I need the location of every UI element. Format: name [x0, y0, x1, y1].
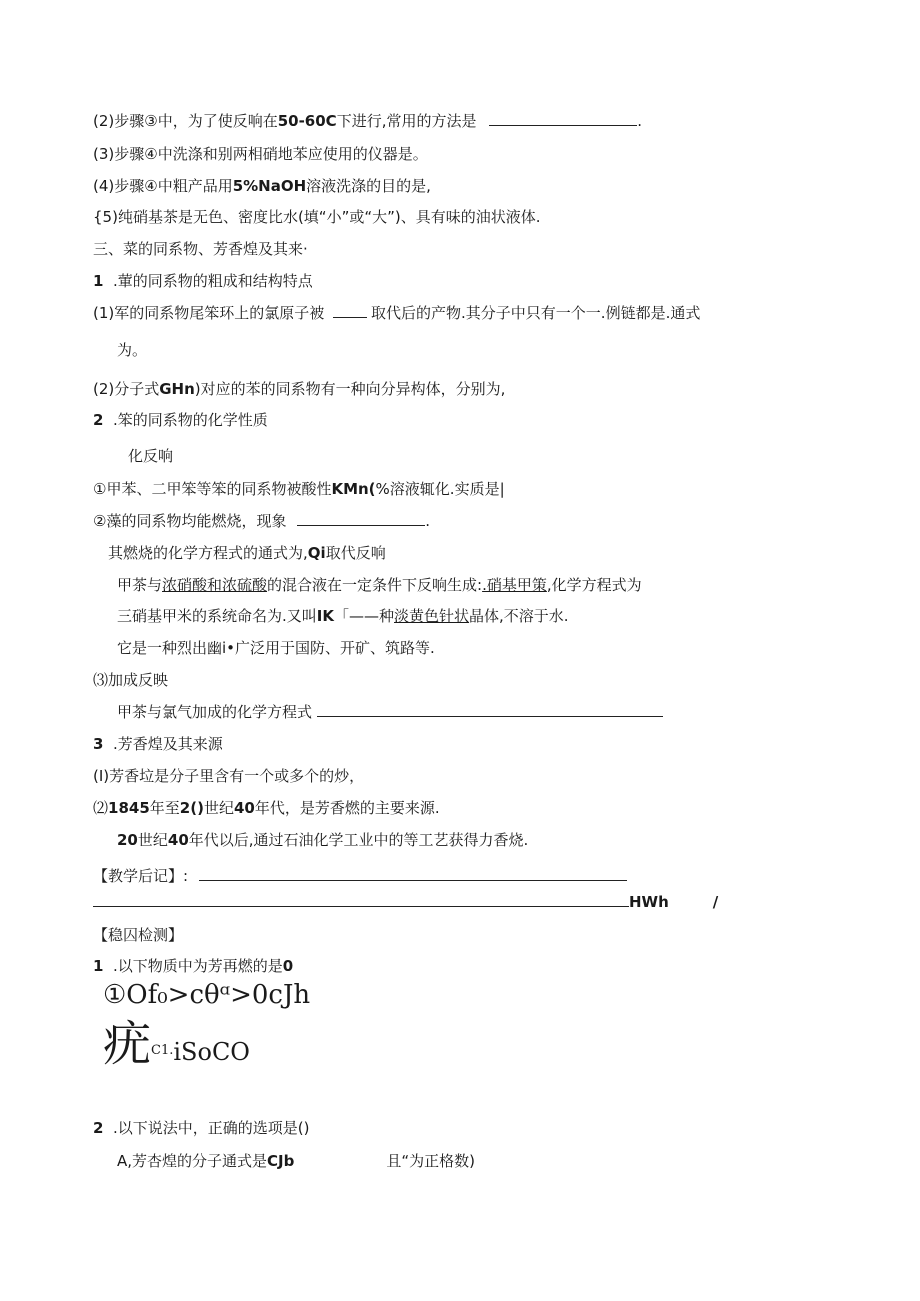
s1-item-2 [93, 379, 505, 399]
s2-subheading: 化反响 [128, 447, 174, 465]
s2-item-8 [117, 702, 663, 722]
q4-naoh: 5%NaOH [232, 177, 307, 195]
q3-text: (3)步骤④中洗涤和别两相硝地苯应使用的仪器是 [93, 145, 413, 163]
s2-item-8-blank[interactable] [317, 702, 663, 717]
q2-text: (2)步骤③中，为了使反响在 [93, 112, 278, 130]
check-q1-formula-row-1: ①Of₀>cθᵅ>0cJh [103, 980, 311, 1010]
subsection-2-title [93, 410, 268, 430]
s2-item-1 [93, 479, 505, 499]
subsection-3-num: 3 [93, 735, 104, 753]
s2-item-4-text: 甲茶与 [117, 576, 163, 594]
check-q2-option-a-post: 且“为正格数) [386, 1152, 475, 1170]
s3-item-2-year3: 40 [233, 799, 255, 817]
s3-item-1: (I)芳香垃是分子里含有一个或多个的炒， [93, 767, 365, 785]
check-q1-end: 0 [282, 957, 294, 975]
subsection-3-text: .芳香煌及其来源 [112, 735, 223, 753]
check-q2-text: .以下说法中，正确的选项是() [112, 1119, 310, 1137]
q2-temperature: 50-60C [277, 112, 337, 130]
s2-item-1-text: ①甲苯、二甲笨等笨的同系物被酸性 [93, 480, 332, 498]
s3-item-3-num1: 20 [117, 831, 138, 849]
q4-text-post: 溶液洗涤的目的是, [306, 177, 431, 195]
s2-item-3-post: 取代反响 [325, 544, 386, 562]
s1-item-2-text: (2)分子式 [93, 380, 160, 398]
section-3-title: 三、菜的同系物、芳香煌及其来· [93, 240, 308, 258]
s3-item-3-mid1: 世纪 [137, 831, 168, 849]
s2-item-1-post: %溶液辄化.实质是| [375, 480, 505, 498]
s3-item-3-post: 年代以后,通过石油化学工业中的等工艺获得力香烧. [188, 831, 529, 849]
teaching-notes-tail-1: HWh [629, 893, 669, 911]
s1-item-2-post: )对应的苯的同系物有一种向分异构体，分别为, [194, 380, 506, 398]
subsection-1-text: .葷的同系物的粗成和结构特点 [112, 272, 313, 290]
teaching-notes-tail-2: / [712, 893, 719, 911]
teaching-notes-line [93, 866, 627, 886]
subsection-1-title [93, 271, 313, 291]
check-q2-option-a-text: A,芳杏煌的分子通式是 [117, 1152, 268, 1170]
question-4-line [93, 176, 431, 196]
q4-text: (4)步骤④中粗产品用 [93, 177, 233, 195]
check-q1-formula-char: 疣 [103, 1016, 152, 1072]
s2-item-5-text: 三硝基甲米的系统命名为.又叫 [117, 607, 317, 625]
teaching-notes-line-2 [93, 892, 718, 912]
question-5-line: {5)纯硝基茶是无色、密度比水(填“小”或“大”)、具有味的油状液体. [93, 208, 541, 226]
subsection-2-num: 2 [93, 411, 104, 429]
s3-item-2-mid1: 年至 [149, 799, 180, 817]
check-q1-formula-row-2 [103, 1018, 250, 1081]
teaching-notes-label: 【教学后记】: [93, 867, 189, 885]
s2-item-3-qi: Qi [307, 544, 326, 562]
check-q1-formula-rest: iSoCO [173, 1038, 250, 1066]
subsection-2-text: .笨的同系物的化学性质 [112, 411, 268, 429]
s1-item-1-cont: 为。 [117, 341, 148, 359]
s2-item-6: 它是一种烈出幽i•广泛用于国防、开矿、筑路等. [117, 639, 435, 657]
s2-item-8-text: 甲茶与氯气加成的化学方程式 [117, 703, 313, 721]
check-q1-num: 1 [93, 957, 104, 975]
s1-item-1-post: 取代后的产物.其分子中只有一个一.例链都是.通式 [371, 304, 701, 322]
s2-item-5-post: 晶体,不溶于水. [469, 607, 569, 625]
s2-item-5 [117, 606, 569, 626]
s2-item-4-underline-1: 浓硝酸和浓硫酸 [162, 576, 268, 594]
q3-end: 。 [412, 145, 428, 163]
check-q2-option-a-formula: CJb [267, 1152, 295, 1170]
s3-item-2-year1: 1845 [108, 799, 150, 817]
subsection-3-title [93, 734, 223, 754]
s2-item-1-kmn: KMn( [331, 480, 376, 498]
s2-item-3-text: 其燃烧的化学方程式的通式为, [108, 544, 308, 562]
s1-item-1 [93, 303, 700, 323]
question-3-line [93, 144, 428, 164]
q2-end: . [637, 112, 643, 130]
check-q1-text: .以下物质中为芳再燃的是 [112, 957, 283, 975]
s1-item-2-formula: GHn [159, 380, 195, 398]
s2-item-2-end: . [425, 512, 431, 530]
teaching-notes-blank-1[interactable] [199, 866, 627, 881]
check-question-2 [93, 1118, 309, 1138]
check-q1-formula-sup: C1. [151, 1043, 174, 1058]
s2-item-5-mid: 「——种 [334, 607, 395, 625]
teaching-notes-blank-2[interactable] [93, 892, 629, 907]
s2-item-2 [93, 511, 430, 531]
s2-item-5-ik: IK [316, 607, 334, 625]
s2-item-2-blank[interactable] [297, 511, 425, 526]
s3-item-2 [93, 798, 440, 818]
s3-item-3-num2: 40 [167, 831, 189, 849]
s2-item-7: ⑶加成反映 [93, 671, 169, 689]
s2-item-2-text: ②藻的同系物均能燃烧，现象 [93, 512, 287, 530]
s2-item-3 [108, 543, 386, 563]
s2-item-4-mid: 的混合液在一定条件下反响生成: [267, 576, 483, 594]
s2-item-5-underline: 淡黄色针状 [394, 607, 470, 625]
check-q2-num: 2 [93, 1119, 104, 1137]
s1-item-1-blank[interactable] [333, 303, 367, 318]
s3-item-3 [117, 830, 528, 850]
s3-item-2-year2: 2() [179, 799, 204, 817]
s3-item-2-pre: ⑵ [93, 799, 109, 817]
s1-item-1-text: (1)军的同系物尾笨环上的氯原子被 [93, 304, 325, 322]
s2-item-4-post: ,化学方程式为 [546, 576, 642, 594]
question-2-line [93, 111, 642, 131]
q2-answer-blank[interactable] [489, 111, 637, 126]
check-heading: 【稳囚检测】 [93, 926, 184, 944]
subsection-1-num: 1 [93, 272, 104, 290]
check-q2-option-a [117, 1151, 475, 1171]
s3-item-2-mid2: 世纪 [203, 799, 234, 817]
s3-item-2-post: 年代，是芳香燃的主要来源. [254, 799, 440, 817]
check-question-1 [93, 956, 293, 976]
s2-item-4 [117, 575, 642, 595]
q2-text-post: 下进行,常用的方法是 [336, 112, 477, 130]
s2-item-4-underline-2: .硝基甲策 [482, 576, 547, 594]
